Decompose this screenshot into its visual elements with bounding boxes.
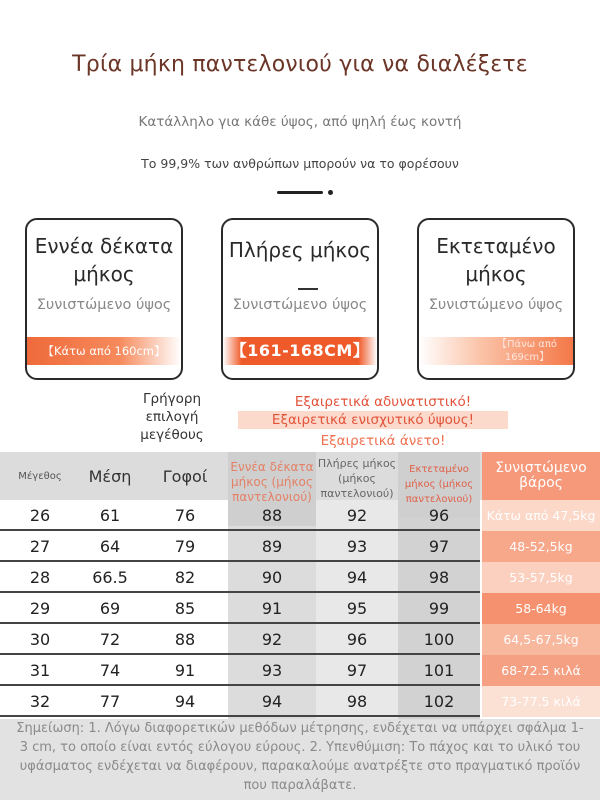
card-recommended-label: Συνιστώμενο ύψος (36, 297, 172, 313)
page-title: Τρία μήκη παντελονιού για να διαλέξετε (72, 52, 528, 77)
cell-weight: 73-77.5 κιλά (482, 686, 600, 717)
cell-full: 92 (346, 506, 368, 525)
length-card-extended (417, 218, 575, 380)
cell-size: 26 (29, 506, 51, 525)
table-row (0, 686, 600, 717)
table-row (0, 500, 600, 531)
cell-ext: 98 (428, 568, 450, 587)
quick-size-pick-label: Γρήγορη επιλογή μεγέθους (140, 391, 204, 443)
cell-hip: 94 (174, 692, 196, 711)
cell-weight: 64,5-67,5kg (482, 624, 600, 655)
card-name: Εκτεταμένο μήκος (436, 234, 556, 286)
cell-nine: 90 (261, 568, 283, 587)
cell-nine: 89 (261, 537, 283, 556)
cell-weight: Κάτω από 47,5kg (482, 500, 600, 531)
cell-waist: 72 (99, 630, 121, 649)
header-full-length: Πλήρες μήκος (μήκος παντελονιού) (317, 457, 397, 500)
header-hip: Γοφοί (162, 466, 208, 486)
size-chart-table (0, 452, 600, 722)
header-waist: Μέση (88, 466, 132, 486)
card-name: Πλήρες μήκος (228, 238, 372, 262)
cell-waist: 64 (99, 537, 121, 556)
length-card-full (221, 218, 379, 380)
card-recommended-label: Συνιστώμενο ύψος (428, 297, 564, 313)
cell-full: 96 (346, 630, 368, 649)
divider-bar (277, 191, 323, 194)
cell-size: 32 (29, 692, 51, 711)
page-subtitle: Κατάλληλο για κάθε ύψος, από ψηλή έως κοντή (138, 114, 462, 130)
card-range-band (419, 337, 573, 365)
cell-waist: 66.5 (92, 568, 128, 587)
cell-waist: 74 (99, 661, 121, 680)
card-height-range: 【161-168CM】 (230, 341, 370, 360)
card-range-band (27, 337, 181, 365)
card-height-range: 【Κάτω από 160cm】 (42, 344, 166, 358)
cell-weight: 53-57,5kg (482, 562, 600, 593)
table-row (0, 593, 600, 624)
table-row (0, 562, 600, 593)
cell-ext: 101 (423, 661, 455, 680)
cell-ext: 102 (423, 692, 455, 711)
row-divider (0, 715, 480, 717)
cell-nine: 93 (261, 661, 283, 680)
footnote: Σημείωση: 1. Λόγω διαφορετικών μεθόδων μέτρησης, ενδέχεται να υπάρχει σφάλμα 1-3 cm, το οποίο είναι εντός εύλογου εύρους. 2. Υπενθύμιση: Το πάχος και το υλικό του υφάσματος ενδέχεται να διαφέρουν, παρακαλούμε ανατρέξτε στο πραγματικό προϊόν που παραλάβατε. (0, 719, 600, 800)
cell-weight: 58-64kg (482, 593, 600, 624)
promo-comfort: Εξαιρετικά άνετο! (320, 433, 446, 449)
cell-full: 97 (346, 661, 368, 680)
length-card-nine-tenths (25, 218, 183, 380)
card-recommended-label: Συνιστώμενο ύψος (232, 297, 368, 313)
cell-hip: 79 (174, 537, 196, 556)
cell-nine: 94 (261, 692, 283, 711)
cell-weight: 68-72.5 κιλά (482, 655, 600, 686)
cell-ext: 97 (428, 537, 450, 556)
card-range-band (223, 337, 377, 365)
table-row (0, 531, 600, 562)
cell-full: 95 (346, 599, 368, 618)
cell-ext: 100 (423, 630, 455, 649)
cell-nine: 92 (261, 630, 283, 649)
cell-full: 94 (346, 568, 368, 587)
table-row (0, 655, 600, 686)
header-extended: Εκτεταμένο μήκος (μήκος παντελονιού) (398, 452, 480, 518)
cell-full: 93 (346, 537, 368, 556)
cell-size: 27 (29, 537, 51, 556)
cell-size: 31 (29, 661, 51, 680)
card-height-range: 【Πάνω από 169cm】 (497, 339, 557, 363)
header-size: Μέγεθος (18, 470, 62, 482)
cell-nine: 91 (261, 599, 283, 618)
table-row (0, 624, 600, 655)
cell-hip: 91 (174, 661, 196, 680)
cell-hip: 85 (174, 599, 196, 618)
card-mark (298, 288, 318, 290)
fit-note: Το 99,9% των ανθρώπων μπορούν να το φορέσουν (141, 156, 459, 171)
cell-nine: 88 (261, 506, 283, 525)
cell-ext: 96 (428, 506, 450, 525)
cell-hip: 76 (174, 506, 196, 525)
cell-hip: 88 (174, 630, 196, 649)
header-nine-tenths: Εννέα δέκατα μήκος (μήκος παντελονιού) (228, 452, 316, 526)
cell-full: 98 (346, 692, 368, 711)
cell-weight: 48-52,5kg (482, 531, 600, 562)
header-weight: Συνιστώμενο βάρος (482, 452, 600, 500)
cell-size: 30 (29, 630, 51, 649)
cell-waist: 69 (99, 599, 121, 618)
divider-dot (328, 190, 333, 195)
cell-size: 29 (29, 599, 51, 618)
cell-waist: 77 (99, 692, 121, 711)
table-header (0, 452, 600, 505)
cell-size: 28 (29, 568, 51, 587)
cell-ext: 99 (428, 599, 450, 618)
cell-hip: 82 (174, 568, 196, 587)
cell-waist: 61 (99, 506, 121, 525)
promo-height: Εξαιρετικά ενισχυτικό ύψους! (238, 411, 508, 429)
promo-slimming: Εξαιρετικά αδυνατιστικό! (294, 394, 472, 410)
card-name: Εννέα δέκατα μήκος (34, 234, 174, 286)
